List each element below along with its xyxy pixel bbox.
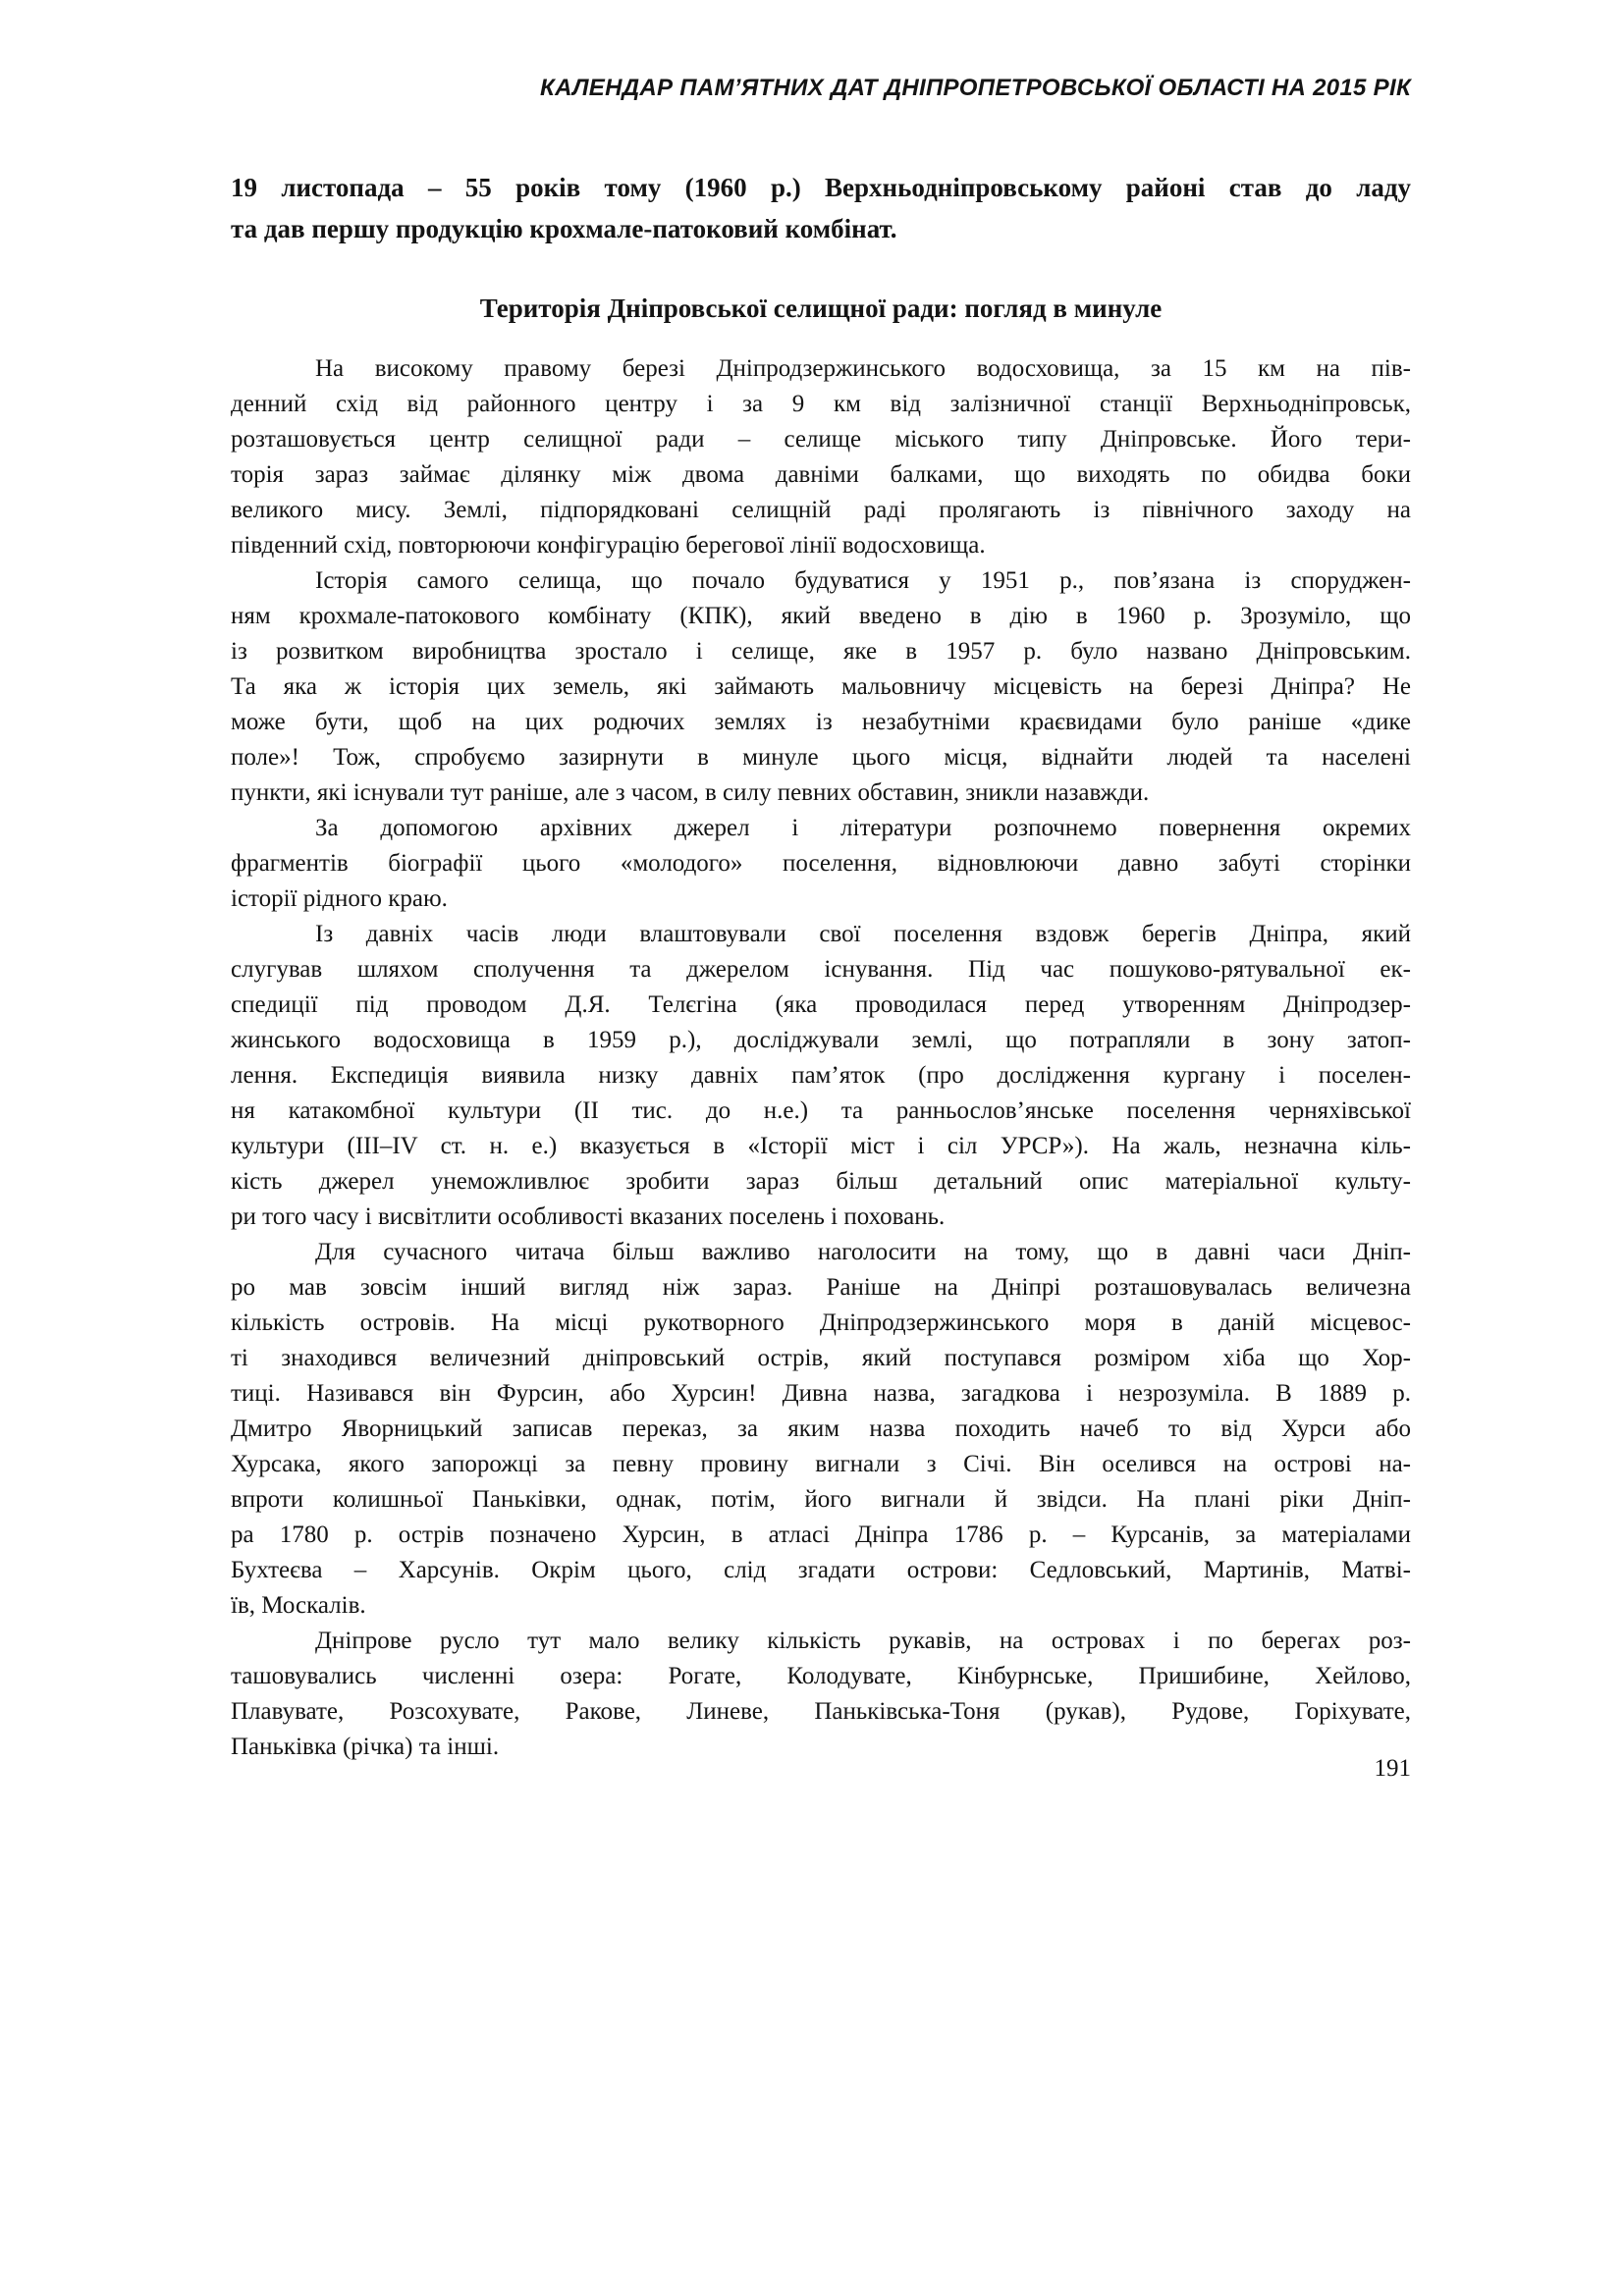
text-line: Дніпрове русло тут мало велику кількість рукавів, на островах і по берегах роз-	[315, 1628, 1411, 1654]
paragraph	[231, 1624, 1411, 1765]
paragraph	[231, 1235, 1411, 1624]
text-line: жинського водосховища в 1959 р.), досліджували землі, що потрапляли в зону затоп-	[231, 1027, 1411, 1053]
text-line: 19 листопада – 55 років тому (1960 р.) Верхньодніпровському районі став до ладу	[231, 173, 1411, 202]
paragraph	[231, 811, 1411, 917]
text-line: поле»! Тож, спробуємо зазирнути в минуле цього місця, віднайти людей та населені	[231, 744, 1411, 771]
paragraph	[231, 167, 1411, 249]
running-header: КАЛЕНДАР ПАМ’ЯТНИХ ДАТ ДНІПРОПЕТРОВСЬКОЇ ОБЛАСТІ НА 2015 РІК	[540, 75, 1411, 101]
text-line: культури (III–IV ст. н. е.) вказується в «Історії міст і сіл УРСР»). На жаль, незначна кіль-	[231, 1133, 1411, 1159]
text-line: фрагментів біографії цього «молодого» поселення, відновлюючи давно забуті сторінки	[231, 850, 1411, 877]
text-line: Бухтеєва – Харсунів. Окрім цього, слід згадати острови: Седловський, Мартинів, Матві-	[231, 1557, 1411, 1583]
paragraph	[231, 563, 1411, 811]
text-line: пункти, які існували тут раніше, але з часом, в силу певних обставин, зникли назавжди.	[231, 779, 1150, 806]
text-line: розташовується центр селищної ради – селище міського типу Дніпровське. Його тери-	[231, 426, 1411, 453]
paragraph	[231, 917, 1411, 1235]
text-line: ті знаходився величезний дніпровський острів, який поступався розміром хіба що Хор-	[231, 1345, 1411, 1371]
text-line: Дмитро Яворницький записав переказ, за яким назва походить начеб то від Хурси або	[231, 1415, 1411, 1442]
text-line: ро мав зовсім інший вигляд ніж зараз. Раніше на Дніпрі розташовувалась величезна	[231, 1274, 1411, 1301]
page-content	[231, 167, 1411, 1765]
text-line: Та яка ж історія цих земель, які займають мальовничу місцевість на березі Дніпра? Не	[231, 673, 1411, 700]
text-line: торія зараз займає ділянку між двома давніми балками, що виходять по обидва боки	[231, 461, 1411, 488]
text-line: тиці. Називався він Фурсин, або Хурсин! Дивна назва, загадкова і незрозуміла. В 1889 р.	[231, 1380, 1411, 1407]
text-line: може бути, щоб на цих родючих землях із незабутніми краєвидами було раніше «дике	[231, 709, 1411, 735]
text-line: денний схід від районного центру і за 9 км від залізничної станції Верхньодніпровськ,	[231, 391, 1411, 417]
text-line: ням крохмале-патокового комбінату (КПК), який введено в дію в 1960 р. Зрозуміло, що	[231, 603, 1411, 629]
text-line: ри того часу і висвітлити особливості вказаних поселень і поховань.	[231, 1203, 946, 1230]
text-line: Плавувате, Розсохувате, Ракове, Линеве, Паньківська-Тоня (рукав), Рудове, Горіхувате,	[231, 1698, 1411, 1725]
text-line: За допомогою архівних джерел і літератури розпочнемо повернення окремих	[315, 815, 1411, 841]
text-line: великого мису. Землі, підпорядковані селищній раді пролягають із північного заходу на	[231, 497, 1411, 523]
text-line: та дав першу продукцію крохмале-патоковий комбінат.	[231, 214, 897, 243]
text-line: Паньківка (річка) та інші.	[231, 1734, 500, 1760]
article-body	[231, 351, 1411, 1765]
text-line: їв, Москалів.	[231, 1592, 366, 1619]
text-line: кількість островів. На місці рукотворного Дніпродзержинського моря в даній місцевос-	[231, 1309, 1411, 1336]
text-line: лення. Експедиція виявила низку давніх пам’яток (про дослідження кургану і поселен-	[231, 1062, 1411, 1089]
text-line: Із давніх часів люди влаштовували свої поселення вздовж берегів Дніпра, який	[315, 921, 1411, 947]
text-line: На високому правому березі Дніпродзержинського водосховища, за 15 км на пів-	[315, 355, 1411, 382]
text-line: південний схід, повторюючи конфігурацію берегової лінії водосховища.	[231, 532, 986, 559]
text-line: впроти колишньої Паньківки, однак, потім, його вигнали й звідси. На плані ріки Дніп-	[231, 1486, 1411, 1513]
text-line: Хурсака, якого запорожці за певну провину вигнали з Січі. Він оселився на острові на-	[231, 1451, 1411, 1477]
text-line: історії рідного краю.	[231, 885, 448, 912]
text-line: ташовувались численні озера: Рогате, Колодувате, Кінбурнське, Пришибине, Хейлово,	[231, 1663, 1411, 1689]
section-title: Територія Дніпровської селищної ради: погляд в минуле	[479, 294, 1163, 323]
text-line: спедиції під проводом Д.Я. Телєгіна (яка проводилася перед утворенням Дніпродзер-	[231, 991, 1411, 1018]
lead-paragraph	[231, 167, 1411, 249]
text-line: кість джерел унеможливлює зробити зараз більш детальний опис матеріальної культу-	[231, 1168, 1411, 1195]
text-line: ня катакомбної культури (II тис. до н.е.) та ранньослов’янське поселення черняхівської	[231, 1097, 1411, 1124]
paragraph	[231, 351, 1411, 563]
text-line: ра 1780 р. острів позначено Хурсин, в атласі Дніпра 1786 р. – Курсанів, за матеріалами	[231, 1522, 1411, 1548]
text-line: Для сучасного читача більш важливо наголосити на тому, що в давні часи Дніп-	[315, 1239, 1411, 1265]
text-line: із розвитком виробництва зростало і селище, яке в 1957 р. було названо Дніпровським.	[231, 638, 1411, 665]
text-line: слугував шляхом сполучення та джерелом існування. Під час пошуково-рятувальної ек-	[231, 956, 1411, 983]
text-line: Історія самого селища, що почало будуватися у 1951 р., пов’язана із споруджен-	[315, 567, 1411, 594]
page-number: 191	[1374, 1755, 1411, 1782]
